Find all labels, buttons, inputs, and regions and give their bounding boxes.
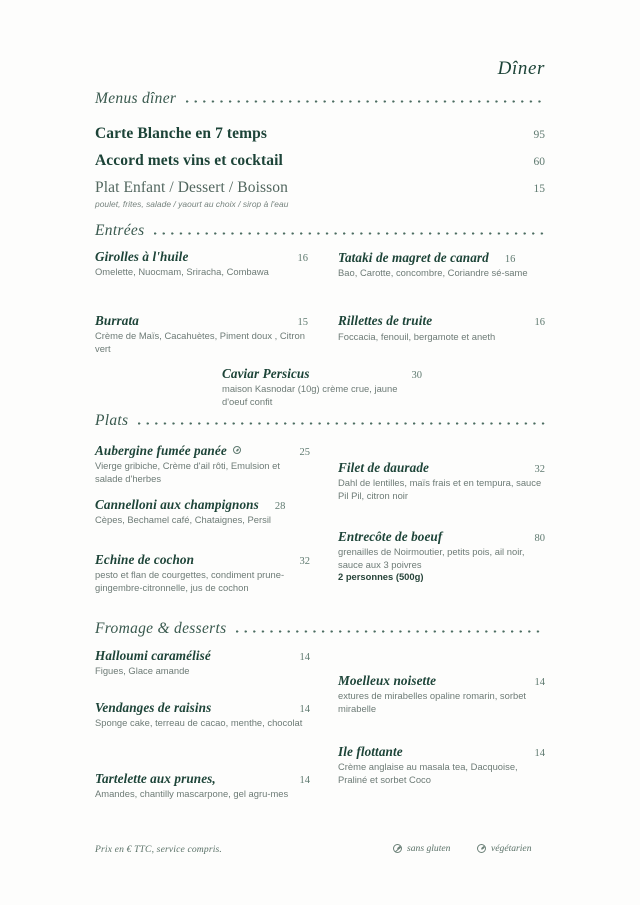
- dish-price: 30: [411, 370, 422, 381]
- dish-price: 14: [299, 775, 310, 786]
- dish-name: Caviar Persicus: [222, 366, 310, 381]
- dotted-rule: [186, 97, 545, 106]
- dish-item[interactable]: [95, 249, 308, 279]
- formule-price: 15: [533, 183, 545, 195]
- section-header-desserts: [95, 620, 545, 638]
- dish-description: Bao, Carotte, concombre, Coriandre sé-same: [338, 267, 528, 278]
- dish-description: Amandes, chantilly mascarpone, gel agru-mes: [95, 788, 289, 799]
- dish-head: [338, 673, 545, 689]
- formule-row[interactable]: [95, 179, 545, 197]
- section-label-plats: Plats: [95, 412, 129, 429]
- formule-price: 95: [533, 129, 545, 141]
- dish-item[interactable]: [338, 460, 545, 502]
- dish-name: Rillettes de truite: [338, 313, 433, 328]
- formule-row[interactable]: [95, 125, 545, 143]
- formule-row[interactable]: [95, 152, 545, 170]
- dish-name: Ile flottante: [338, 744, 403, 759]
- dish-price: 14: [534, 677, 545, 688]
- dish-description: Dahl de lentilles, maïs frais et en tempura, sauce Pil Pil, citron noir: [338, 477, 542, 501]
- price-disclaimer: Prix en € TTC, service compris.: [95, 844, 222, 855]
- section-label-entrees: Entrées: [95, 222, 145, 239]
- formule-subtitle: poulet, frites, salade / yaourt au choix / sirop à l'eau: [95, 199, 289, 209]
- dish-name: Entrecôte de boeuf: [338, 529, 443, 544]
- dish-name: Aubergine fumée panée: [95, 443, 227, 458]
- section-header-menus: [95, 90, 545, 108]
- legend-label: sans gluten: [407, 843, 451, 854]
- dotted-rule: [138, 419, 545, 428]
- dish-item[interactable]: [95, 313, 308, 355]
- dish-item[interactable]: [338, 673, 545, 715]
- formule-name: Plat Enfant / Dessert / Boisson: [95, 179, 288, 196]
- section-header-entrees: [95, 222, 545, 240]
- dish-item[interactable]: [95, 700, 310, 730]
- dish-head: [338, 460, 545, 476]
- dish-head: [95, 497, 310, 513]
- dish-description: Omelette, Nuocmam, Sriracha, Combawa: [95, 266, 269, 277]
- dish-description: Crème de Maïs, Cacahuètes, Piment doux , Citron vert: [95, 330, 305, 354]
- vegetarian-icon: [477, 844, 486, 853]
- dish-description: Sponge cake, terreau de cacao, menthe, chocolat: [95, 717, 303, 728]
- dish-description: maison Kasnodar (10g) crème crue, jaune d'oeuf confit: [222, 383, 398, 407]
- dish-name: Tartelette aux prunes,: [95, 771, 216, 786]
- dish-head: [95, 443, 310, 459]
- legend-label: végétarien: [491, 843, 532, 854]
- dish-head: [95, 648, 310, 664]
- dish-name: Cannelloni aux champignons: [95, 497, 259, 512]
- dish-item[interactable]: [222, 366, 422, 408]
- dish-price: 16: [534, 317, 545, 328]
- dish-item[interactable]: [338, 313, 545, 344]
- dish-item[interactable]: [95, 443, 310, 485]
- dish-name: Tataki de magret de canard: [338, 250, 489, 265]
- dish-description: grenailles de Noirmoutier, petits pois, ail noir, sauce aux 3 poivres: [338, 546, 525, 570]
- dish-head: [338, 529, 545, 545]
- section-header-plats: [95, 412, 545, 430]
- dish-serving-note: 2 personnes (500g): [338, 571, 424, 583]
- formule-name: Accord mets vins et cocktail: [95, 152, 283, 169]
- dish-head: [95, 552, 310, 568]
- gluten-free-icon: [393, 844, 402, 853]
- dish-item[interactable]: [338, 250, 545, 280]
- formule-name: Carte Blanche en 7 temps: [95, 125, 268, 142]
- dish-item[interactable]: [95, 648, 310, 678]
- dish-price: 15: [297, 317, 308, 328]
- dish-head: [95, 313, 308, 329]
- dish-item[interactable]: [95, 497, 310, 527]
- section-label-menus: Menus dîner: [95, 90, 177, 107]
- legend-gluten-free: [393, 843, 450, 854]
- formule-price: 60: [533, 156, 545, 168]
- dish-item[interactable]: [95, 771, 310, 801]
- dish-price: 16: [504, 254, 516, 265]
- dish-head: [338, 313, 545, 329]
- dish-name: Girolles à l'huile: [95, 249, 189, 264]
- dish-description: pesto et flan de courgettes, condiment prune-gingembre-citronnelle, jus de cochon: [95, 569, 285, 593]
- dish-price: 14: [299, 704, 310, 715]
- dish-item[interactable]: [338, 744, 545, 786]
- dish-name: Filet de daurade: [338, 460, 429, 475]
- page-title: Dîner: [497, 58, 545, 79]
- dotted-rule: [154, 229, 545, 238]
- dish-name: Halloumi caramélisé: [95, 648, 211, 663]
- dish-item[interactable]: [95, 552, 310, 594]
- dish-head: [222, 366, 422, 382]
- vegetarian-icon: [233, 446, 241, 454]
- dish-price: 32: [534, 464, 545, 475]
- dish-name: Moelleux noisette: [338, 673, 437, 688]
- dish-price: 16: [297, 253, 308, 264]
- dish-description: extures de mirabelles opaline romarin, sorbet mirabelle: [338, 690, 527, 714]
- dish-head: [338, 250, 545, 266]
- legend-vegetarian: [477, 843, 532, 854]
- dish-price: 25: [299, 447, 310, 458]
- dish-name: Vendanges de raisins: [95, 700, 212, 715]
- dish-head: [95, 771, 310, 787]
- dish-head: [95, 249, 308, 265]
- dish-price: 14: [299, 652, 310, 663]
- dotted-rule: [236, 627, 545, 636]
- dish-price: 32: [299, 556, 310, 567]
- dish-price: 14: [534, 748, 545, 759]
- dish-description: Crème anglaise au masala tea, Dacquoise, Praliné et sorbet Coco: [338, 761, 518, 785]
- dish-description: Foccacia, fenouil, bergamote et aneth: [338, 331, 496, 342]
- dish-description: Cèpes, Bechamel café, Chataignes, Persil: [95, 514, 272, 525]
- dish-description: Vierge gribiche, Crème d'ail rôti, Emulsion et salade d'herbes: [95, 460, 280, 484]
- dish-name: Echine de cochon: [95, 552, 195, 567]
- dish-description: Figues, Glace amande: [95, 665, 190, 676]
- dish-name: Burrata: [95, 313, 139, 328]
- dish-price: 28: [274, 501, 286, 512]
- dish-head: [95, 700, 310, 716]
- dish-price: 80: [534, 533, 545, 544]
- dish-head: [338, 744, 545, 760]
- section-label-desserts: Fromage & desserts: [95, 620, 227, 637]
- dish-item[interactable]: [338, 529, 545, 584]
